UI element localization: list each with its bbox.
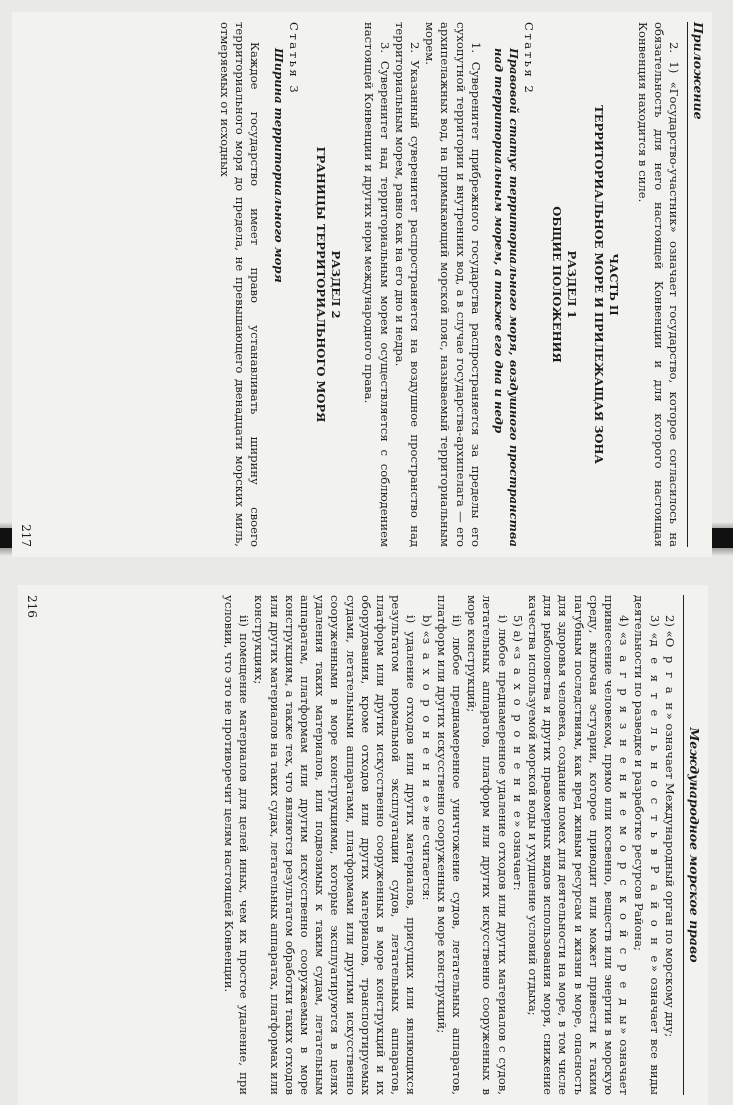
definition-paragraph — [662, 595, 677, 1095]
article-3-title: Ширина территориального моря — [271, 48, 286, 283]
part-label: ЧАСТЬ II — [607, 253, 622, 316]
paragraph-text: » означает Международный орган по морскому дну; — [662, 712, 677, 1038]
definition-paragraph — [221, 595, 251, 1095]
paragraph-text: » означает привнесение человеком, прямо или косвенно, веществ или энергии в морскую среду, включая эстуарии, которое приводит или может привести к таким пагубным последствиям, как вред живым ресурсам и жизни в море, опасность для здоровья человека, создание помех для деятельности на море, в том числе для рыболовства и других правомерных видов использования моря, снижение качества используемой морской воды и ухудшение условий отдыха; — [525, 595, 632, 1096]
paragraph-text: » означает: — [510, 820, 525, 891]
defined-term: з а х о р о н е н и е — [419, 637, 434, 806]
article-2-paragraph: 2. Указанный суверенитет распространяется на воздушное пространство над территориальным морем, равно как на его дно и недра. — [392, 22, 422, 547]
section-1-title: ОБЩИЕ ПОЛОЖЕНИЯ — [549, 206, 564, 363]
part-title: ТЕРРИТОРИАЛЬНОЕ МОРЕ И ПРИЛЕЖАЩАЯ ЗОНА — [591, 105, 606, 464]
paragraph-text: ii) любое преднамеренное уничтожение судов, летательных аппаратов, платформ или других искусственно сооруженных в море конструкций; — [434, 595, 464, 1095]
left-page-body — [221, 595, 677, 1095]
article-2-paragraph: 3. Суверенитет над территориальным морем осуществляется с соблюдением настоящей Конвенции и других норм международного права. — [362, 22, 392, 547]
article-2-title: Правовой статус территориального моря, воздушного пространства над территориальным морем, а также его дна и недр — [491, 48, 522, 547]
definition-paragraph — [464, 595, 510, 1095]
paragraph-lead: 5) а) « — [510, 615, 525, 653]
paragraph-text: ii) помещение материалов для целей иных, чем их простое удаление, при условии, что это не противоречит целям настоящей Конвенции. — [221, 595, 252, 1095]
definition-paragraph — [434, 595, 464, 1095]
running-head: Приложение — [687, 22, 706, 547]
defined-term: д е я т е л ь н о с т ь в Р а й о н е — [647, 639, 662, 965]
page-216 — [18, 585, 708, 1105]
definition-paragraph — [251, 595, 418, 1095]
intro-paragraph: 2. 1) «Государство-участник» означает государство, которое согласилось на обязательность для него настоящей Конвенции и для которого настоящая Конвенция находится в силе. — [636, 22, 681, 547]
running-head: Международное морское право — [683, 595, 702, 1095]
paragraph-text: i) любое преднамеренное удаление отходов или других материалов с судов, летательных аппаратов, платформ или других искусственно сооруженных в море конструкций; — [465, 595, 510, 1095]
article-2-label: Статья 2 — [522, 22, 537, 96]
section-1-label: РАЗДЕЛ 1 — [564, 250, 579, 319]
defined-term: з а х о р о н е н и е — [510, 652, 525, 821]
page-number: 217 — [19, 524, 34, 547]
article-3-paragraph: Каждое государство имеет право устанавливать ширину своего территориального моря до предела, не превышающего двенадцати морских миль, отмеряемых от исходных — [217, 22, 263, 547]
paragraph-text: i) удаление отходов или других материалов, присущих или являющихся результатом нормальной эксплуатации судов, летательных аппаратов, платформ или других искусственно сооруженных в море конструкций и их оборудования, кроме отходов или других материалов, транспортируемых судами, летательными аппаратами, платформами или другими искусственно сооруженными в море конструкциями, которые эксплуатируются в целях удаления таких материалов, или подвозимых к таким судам, летательным аппаратам, платформам или другим искусственно сооружаемым в море конструкциям, а также тех, что являются результатом обработки таких отходов или других материалов на таких судах, летательных аппаратах, платформах или конструкциях; — [252, 595, 419, 1095]
section-2-title: ГРАНИЦЫ ТЕРРИТОРИАЛЬНОГО МОРЯ — [313, 146, 328, 423]
paragraph-text: » означает все виды деятельности по разведке и разработке ресурсов Района; — [632, 595, 662, 1095]
defined-term: з а г р я з н е н и е м о р с к о й с р е д ы — [617, 638, 632, 1028]
definition-paragraph — [418, 595, 433, 1095]
page-217 — [12, 12, 712, 557]
article-3-label: Статья 3 — [286, 22, 301, 96]
section-2-label: РАЗДЕЛ 2 — [329, 250, 344, 319]
paragraph-lead: 4) « — [617, 615, 632, 639]
definition-paragraph — [510, 595, 525, 1095]
defined-term: О р г а н — [662, 637, 677, 713]
article-2-paragraph: 1. Суверенитет прибрежного государства распространяется за пределы его сухопутной территории и внутренних вод, а в случае государства-архипелага — его архипелажных вод, на примыкающий морской пояс, называемый территориальным морем. — [423, 22, 483, 547]
paragraph-text: » не считается: — [419, 805, 434, 901]
paragraph-lead: b) « — [419, 615, 434, 638]
paragraph-lead: 3) « — [647, 615, 662, 640]
definition-paragraph — [631, 595, 661, 1095]
paragraph-lead: 2) « — [662, 615, 677, 638]
definition-paragraph — [525, 595, 631, 1095]
page-number: 216 — [25, 595, 40, 618]
